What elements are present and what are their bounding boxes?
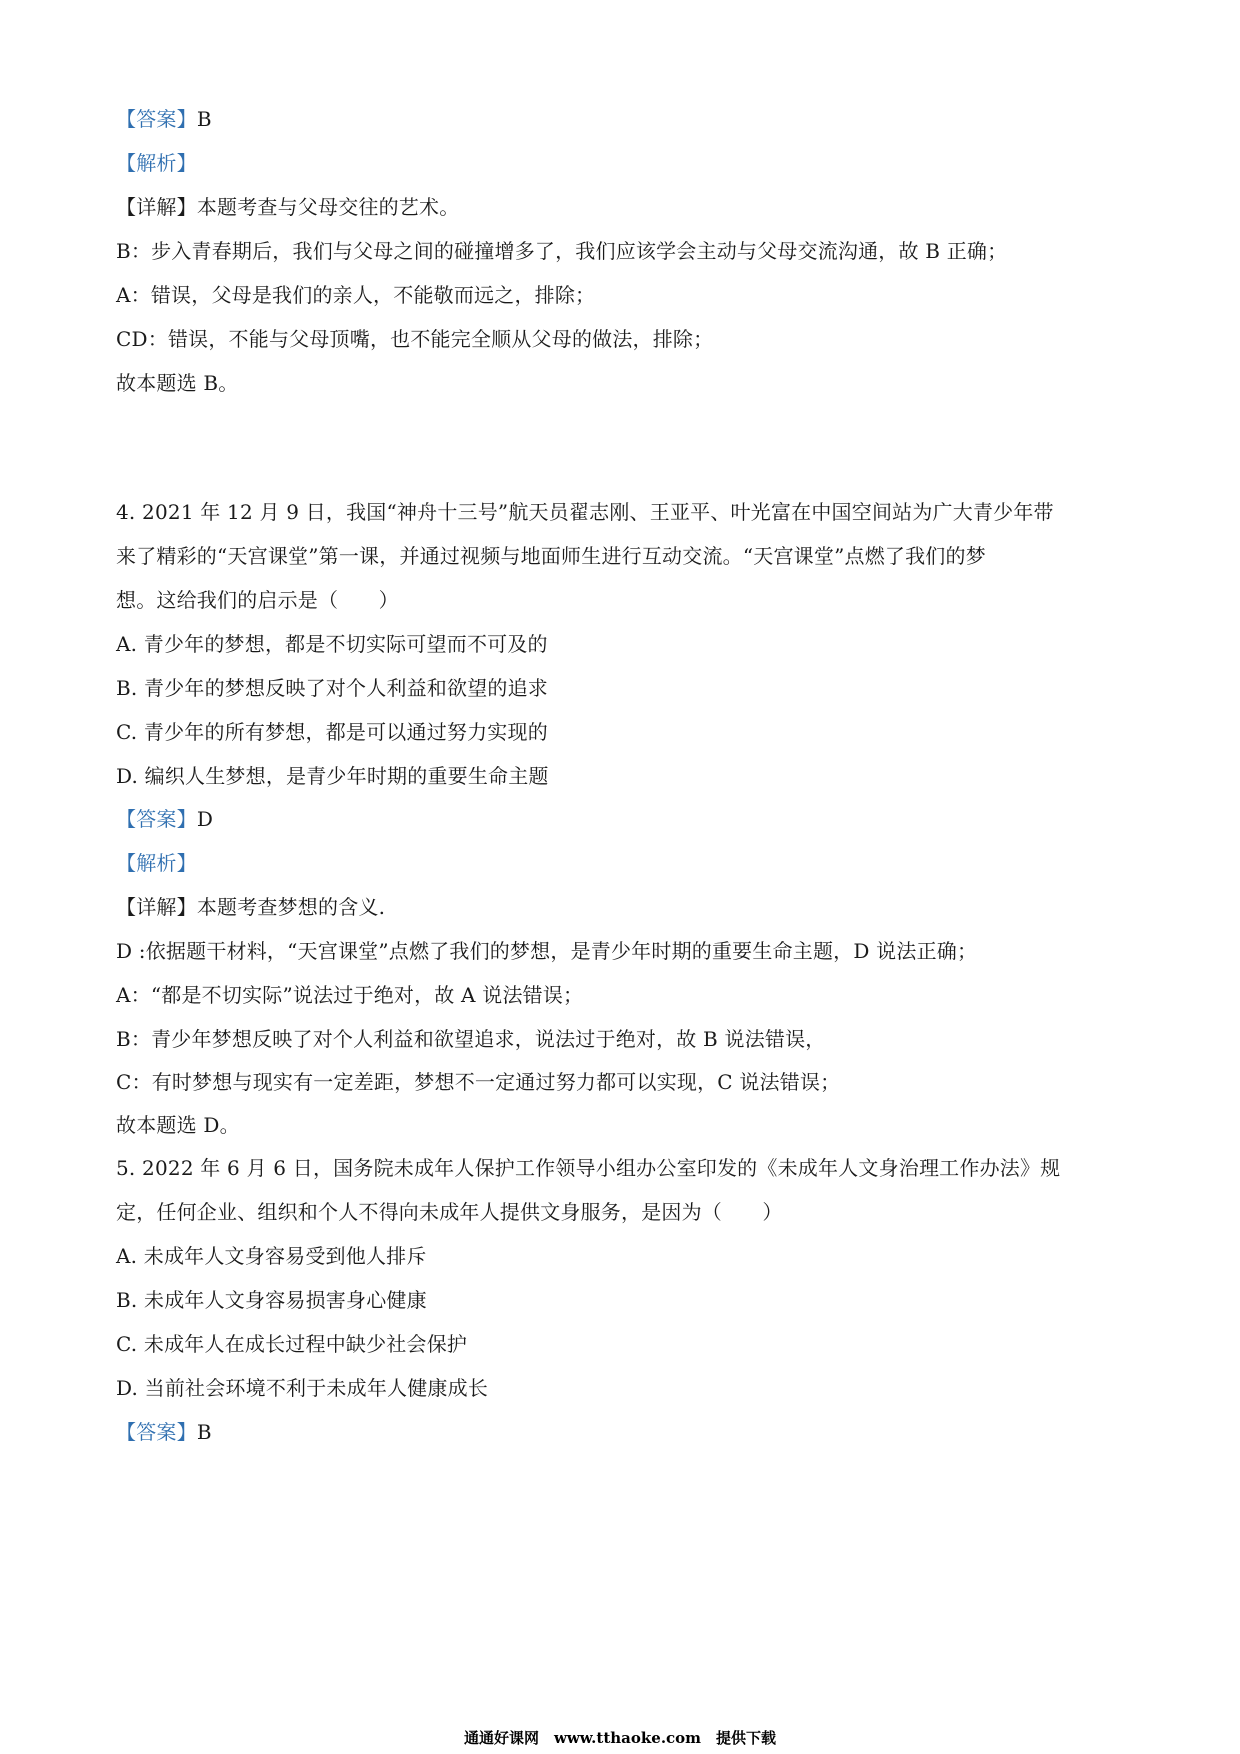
detail-text: 本题考查与父母交往的艺术。: [196, 195, 460, 219]
answer-value: B: [196, 107, 212, 131]
conclusion-line: 故本题选 B。: [116, 371, 239, 395]
answer-line: [116, 1418, 212, 1446]
explanation-line: C：有时梦想与现实有一定差距，梦想不一定通过努力都可以实现，C 说法错误；: [116, 1070, 841, 1094]
analysis-tag: 【解析】: [116, 151, 197, 175]
option-d: D. 编织人生梦想，是青少年时期的重要生命主题: [116, 764, 549, 788]
answer-tag: 【答案】: [116, 107, 197, 131]
explanation-line: A：“都是不切实际”说法过于绝对，故 A 说法错误；: [116, 983, 584, 1007]
question-4-stem: 4. 2021 年 12 月 9 日，我国“神舟十三号”航天员翟志刚、王亚平、叶光富在中国空间站为广大青少年带: [116, 500, 1054, 524]
answer-value: D: [196, 807, 214, 831]
option-b: B. 未成年人文身容易损害身心健康: [116, 1288, 427, 1312]
answer-tag: 【答案】: [116, 1420, 197, 1444]
option-b: B. 青少年的梦想反映了对个人利益和欲望的追求: [116, 676, 549, 700]
answer-tag: 【答案】: [116, 807, 197, 831]
detail-tag: 【详解】: [116, 895, 197, 919]
option-d: D. 当前社会环境不利于未成年人健康成长: [116, 1376, 489, 1400]
option-c: C. 未成年人在成长过程中缺少社会保护: [116, 1332, 468, 1356]
explanation-line: A：错误，父母是我们的亲人，不能敬而远之，排除；: [116, 283, 596, 307]
question-5-stem: 5. 2022 年 6 月 6 日，国务院未成年人保护工作领导小组办公室印发的《未成年人文身治理工作办法》规: [116, 1156, 1061, 1180]
answer-line: [116, 105, 212, 133]
option-a: A. 青少年的梦想，都是不切实际可望而不可及的: [116, 632, 548, 656]
question-4-stem: 想。这给我们的启示是（ ）: [116, 588, 399, 612]
explanation-line: B：步入青春期后，我们与父母之间的碰撞增多了，我们应该学会主动与父母交流沟通，故 B 正确；: [116, 239, 1008, 263]
detail-line: [116, 893, 385, 921]
question-4-stem: 来了精彩的“天宫课堂”第一课，并通过视频与地面师生进行互动交流。“天宫课堂”点燃了我们的梦: [116, 544, 986, 568]
answer-value: B: [196, 1420, 212, 1444]
detail-line: [116, 193, 459, 221]
question-5-stem: 定，任何企业、组织和个人不得向未成年人提供文身服务，是因为（ ）: [116, 1200, 783, 1224]
analysis-heading: [116, 149, 197, 177]
analysis-tag: 【解析】: [116, 851, 197, 875]
option-a: A. 未成年人文身容易受到他人排斥: [116, 1244, 427, 1268]
page-footer: 通通好课网 www.tthaoke.com 提供下载: [463, 1729, 777, 1747]
conclusion-line: 故本题选 D。: [116, 1113, 240, 1137]
detail-tag: 【详解】: [116, 195, 197, 219]
detail-text: 本题考查梦想的含义.: [196, 895, 386, 919]
analysis-heading: [116, 849, 197, 877]
option-c: C. 青少年的所有梦想，都是可以通过努力实现的: [116, 720, 548, 744]
answer-line: [116, 805, 213, 833]
explanation-line: D :依据题干材料，“天宫课堂”点燃了我们的梦想，是青少年时期的重要生命主题，D 说法正确；: [116, 939, 978, 963]
explanation-line: CD：错误，不能与父母顶嘴，也不能完全顺从父母的做法，排除；: [116, 327, 714, 351]
explanation-line: B：青少年梦想反映了对个人利益和欲望追求，说法过于绝对，故 B 说法错误，: [116, 1027, 826, 1051]
